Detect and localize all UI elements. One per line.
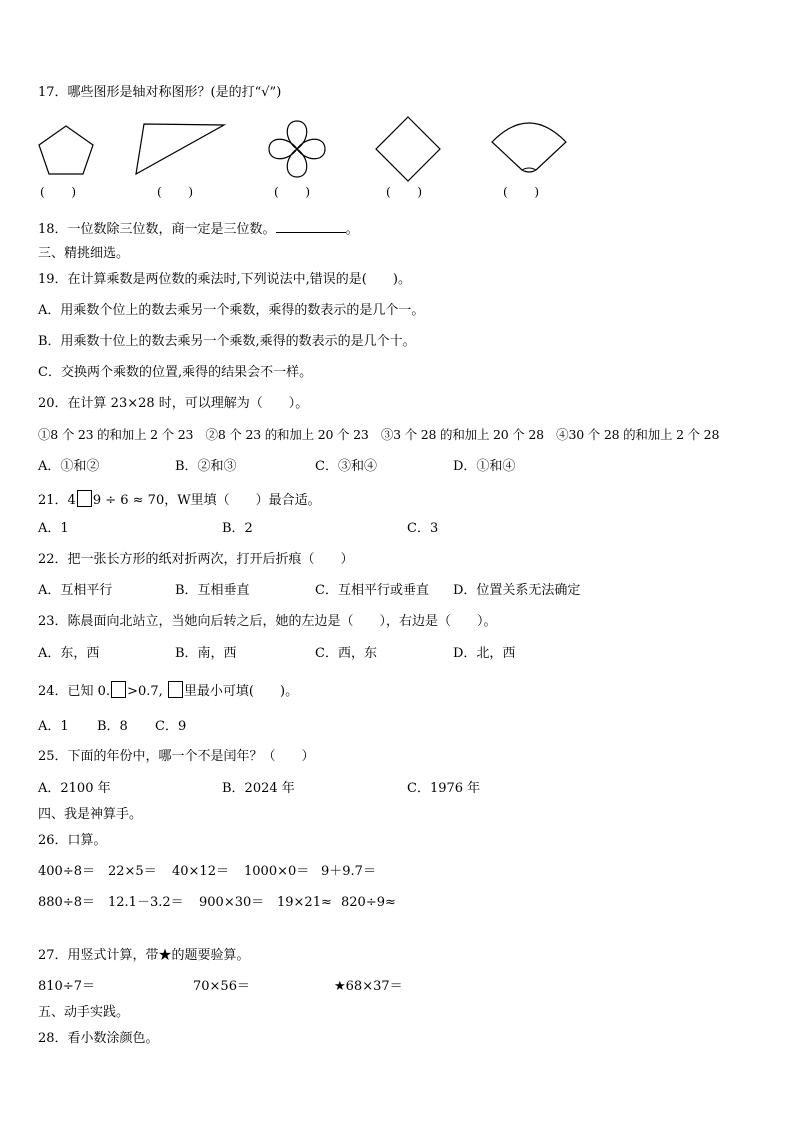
section-5-title: 五、动手实践。	[38, 1005, 130, 1020]
q18-text: 18．一位数除三位数，商一定是三位数。	[38, 222, 276, 237]
q27-calc: 810÷7＝	[38, 979, 95, 994]
q19-option-b[interactable]: B．用乘数十位上的数去乘另一个乘数,乘得的数表示的是几个十。	[38, 334, 416, 349]
q24-option-a[interactable]: A．1	[38, 719, 69, 734]
q26-calc: 900×30＝	[199, 895, 265, 910]
q26-calc: 9＋9.7＝	[321, 864, 376, 879]
section-3-title: 三、精挑细选。	[38, 246, 130, 261]
q19-option-c[interactable]: C．交换两个乘数的位置,乘得的结果会不一样。	[38, 365, 313, 380]
q24-option-c[interactable]: C．9	[155, 719, 187, 734]
q21-text: 21．4	[38, 493, 76, 508]
q24-title	[38, 681, 298, 700]
q20-option-d[interactable]: D．①和④	[453, 459, 516, 474]
pentagon-icon	[36, 124, 96, 176]
q27-calc: ★68×37＝	[334, 979, 403, 994]
q26-calc: 19×21≈	[277, 895, 332, 910]
q21-option-a[interactable]: A．1	[38, 521, 69, 536]
q18-question	[38, 220, 359, 238]
q21-option-b[interactable]: B．2	[222, 521, 253, 536]
q23-option-b[interactable]: B．南，西	[175, 646, 237, 661]
q17-title: 17．哪些图形是轴对称图形？(是的打“√”)	[38, 85, 282, 100]
q26-calc: 880÷8＝	[38, 895, 95, 910]
q24-text-tail: 里最小可填( )。	[183, 684, 299, 699]
q22-option-a[interactable]: A．互相平行	[38, 583, 113, 598]
q19-option-a[interactable]: A．用乘数个位上的数去乘另一个乘数，乘得的数表示的是几个一。	[38, 303, 425, 318]
q21-option-c[interactable]: C．3	[407, 521, 439, 536]
section-4-title: 四、我是神算手。	[38, 807, 143, 822]
q23-title: 23．陈晨面向北站立，当她向后转之后，她的左边是（ ），右边是（ ）。	[38, 614, 497, 629]
q25-title: 25．下面的年份中，哪一个不是闰年？（ ）	[38, 749, 315, 764]
q20-option-b[interactable]: B．②和③	[175, 459, 237, 474]
answer-paren[interactable]: ( )	[274, 185, 311, 199]
q26-title: 26．口算。	[38, 833, 107, 848]
triangle-icon	[132, 122, 228, 176]
answer-paren[interactable]: ( )	[386, 185, 423, 199]
q28-title: 28．看小数涂颜色。	[38, 1031, 159, 1046]
q23-option-a[interactable]: A．东，西	[38, 646, 100, 661]
q21-title	[38, 490, 321, 509]
q26-calc: 1000×0＝	[244, 864, 310, 879]
q26-calc: 40×12＝	[172, 864, 229, 879]
q26-calc: 820÷9≈	[341, 895, 396, 910]
q25-option-b[interactable]: B．2024 年	[222, 781, 295, 796]
q20-items: ①8 个 23 的和加上 2 个 23 ②8 个 23 的和加上 20 个 23 ③3 个 28 的和加上 20 个 28 ④30 个 28 的和加上 2 个 28	[38, 427, 720, 442]
q19-title: 19．在计算乘数是两位数的乘法时,下列说法中,错误的是( )。	[38, 272, 411, 287]
fill-box[interactable]	[111, 681, 126, 698]
fill-box[interactable]	[77, 490, 92, 507]
q23-option-c[interactable]: C．西，东	[315, 646, 377, 661]
q24-text: 24．已知 0.	[38, 684, 111, 699]
q25-option-c[interactable]: C．1976 年	[407, 781, 481, 796]
q20-title: 20．在计算 23×28 时，可以理解为（ ）。	[38, 396, 309, 411]
q23-option-d[interactable]: D．北，西	[453, 646, 516, 661]
four-leaf-icon	[266, 118, 328, 180]
q20-option-c[interactable]: C．③和④	[315, 459, 377, 474]
q22-option-d[interactable]: D．位置关系无法确定	[453, 583, 581, 598]
q22-title: 22．把一张长方形的纸对折两次，打开后折痕（ ）	[38, 552, 354, 567]
answer-paren[interactable]: ( )	[503, 185, 540, 199]
q26-calc: 400÷8＝	[38, 864, 95, 879]
q18-tail: 。	[345, 222, 359, 237]
fill-box[interactable]	[168, 681, 183, 698]
q24-option-b[interactable]: B．8	[97, 719, 128, 734]
answer-paren[interactable]: ( )	[157, 185, 194, 199]
q25-option-a[interactable]: A．2100 年	[38, 781, 111, 796]
q27-title: 27．用竖式计算，带★的题要验算。	[38, 948, 250, 963]
q27-calc: 70×56＝	[193, 979, 250, 994]
answer-paren[interactable]: ( )	[40, 185, 77, 199]
q22-option-b[interactable]: B．互相垂直	[175, 583, 250, 598]
q20-option-a[interactable]: A．①和②	[38, 459, 100, 474]
q22-option-c[interactable]: C．互相平行或垂直	[315, 583, 429, 598]
answer-blank[interactable]	[276, 220, 346, 233]
q26-calc: 22×5＝	[108, 864, 157, 879]
q24-text-mid: >0.7,	[127, 684, 163, 699]
q21-text-tail: 9 ÷ 6 ≈ 70，W里填（ ）最合适。	[92, 493, 321, 508]
rhombus-icon	[374, 115, 442, 183]
fan-icon	[489, 118, 569, 174]
q26-calc: 12.1－3.2＝	[108, 895, 184, 910]
